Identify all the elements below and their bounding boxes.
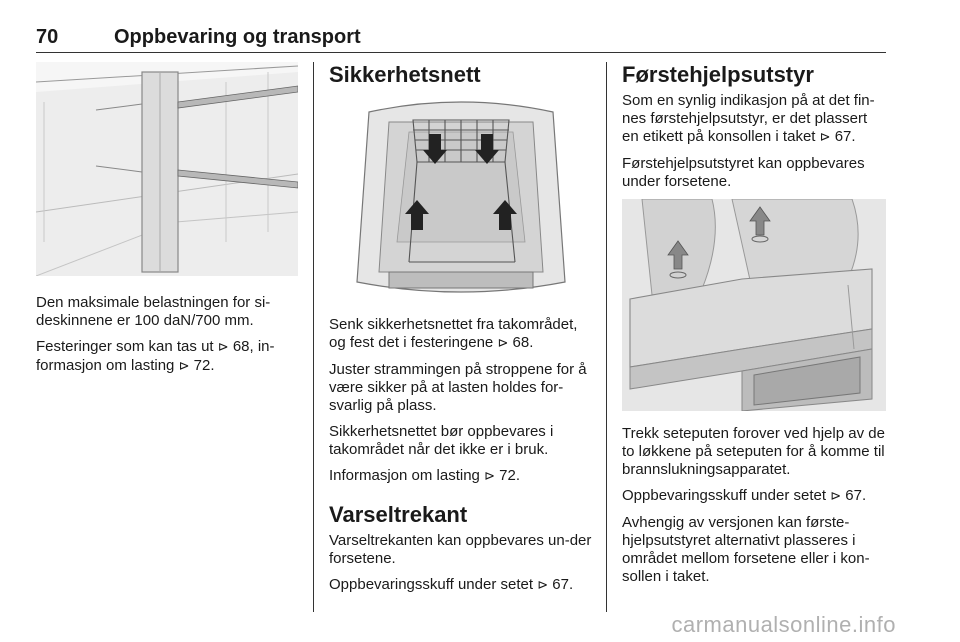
storage-drawer-text: Oppbevaringsskuff under setet ⊳ 67. [622, 487, 867, 504]
section-heading-warning-triangle: Varseltrekant [329, 502, 468, 527]
load-capacity-text: Den maksimale belastningen for si-deskinnene er 100 daN/700 mm. [36, 294, 271, 329]
alternative-location-text: Avhengig av versjonen kan første-hjelpsutstyret alternativt plasseres i området mellom forsetene eller i kon-sollen i taket. [622, 514, 870, 585]
seat-cushion-illustration [622, 199, 886, 411]
safety-net-illustration [329, 92, 593, 302]
warning-triangle-text: Varseltrekanten kan oppbevares un-der forsetene. [329, 532, 592, 567]
page-header [36, 26, 886, 53]
page-ref-arrow-icon: ⊳ [217, 340, 229, 355]
page-ref-arrow-icon: ⊳ [484, 469, 495, 484]
column-right [622, 62, 886, 594]
storage-drawer-text: Oppbevaringsskuff under setet ⊳ 67. [329, 576, 574, 593]
page-number: 70 [36, 26, 59, 48]
first-aid-label-text: Som en synlig indikasjon på at det fin-nes førstehjelpsutstyr, er det plassert en etikett på konsollen i taket ⊳ 67. [622, 92, 875, 145]
lashing-rings-text: Festeringer som kan tas ut ⊳ 68, in-formasjon om lasting ⊳ 72. [36, 338, 275, 374]
page-ref-arrow-icon: ⊳ [819, 130, 831, 145]
store-net-text: Sikkerhetsnettet bør oppbevares i takområdet når det ikke er i bruk. [329, 423, 554, 458]
lower-net-text: Senk sikkerhetsnettet fra takområdet, og fest det i festeringene ⊳ 68. [329, 316, 578, 351]
adjust-straps-text: Juster strammingen på stroppene for å være sikker på at lasten holdes for-svarlig på plass. [329, 361, 587, 414]
section-heading-safety-net: Sikkerhetsnett [329, 62, 481, 87]
page-ref-arrow-icon: ⊳ [537, 578, 549, 593]
first-aid-storage-text: Førstehjelpsutstyret kan oppbevares under forsetene. [622, 155, 865, 190]
page-ref-arrow-icon: ⊳ [178, 359, 190, 374]
side-rail-illustration [36, 62, 298, 276]
column-middle [329, 62, 593, 603]
page-title: Oppbevaring og transport [114, 26, 361, 48]
pull-cushion-text: Trekk seteputen forover ved hjelp av de to løkkene på seteputen for å komme til brannslukningsapparatet. [622, 425, 885, 478]
page-ref-arrow-icon: ⊳ [830, 489, 842, 504]
column-left [36, 62, 298, 384]
column-divider [606, 62, 607, 612]
loading-info-text: Informasjon om lasting ⊳ 72. [329, 467, 521, 484]
section-heading-first-aid: Førstehjelpsutstyr [622, 62, 814, 87]
column-divider [313, 62, 314, 612]
page-ref-arrow-icon: ⊳ [497, 336, 509, 351]
watermark: carmanualsonline.info [671, 612, 896, 637]
